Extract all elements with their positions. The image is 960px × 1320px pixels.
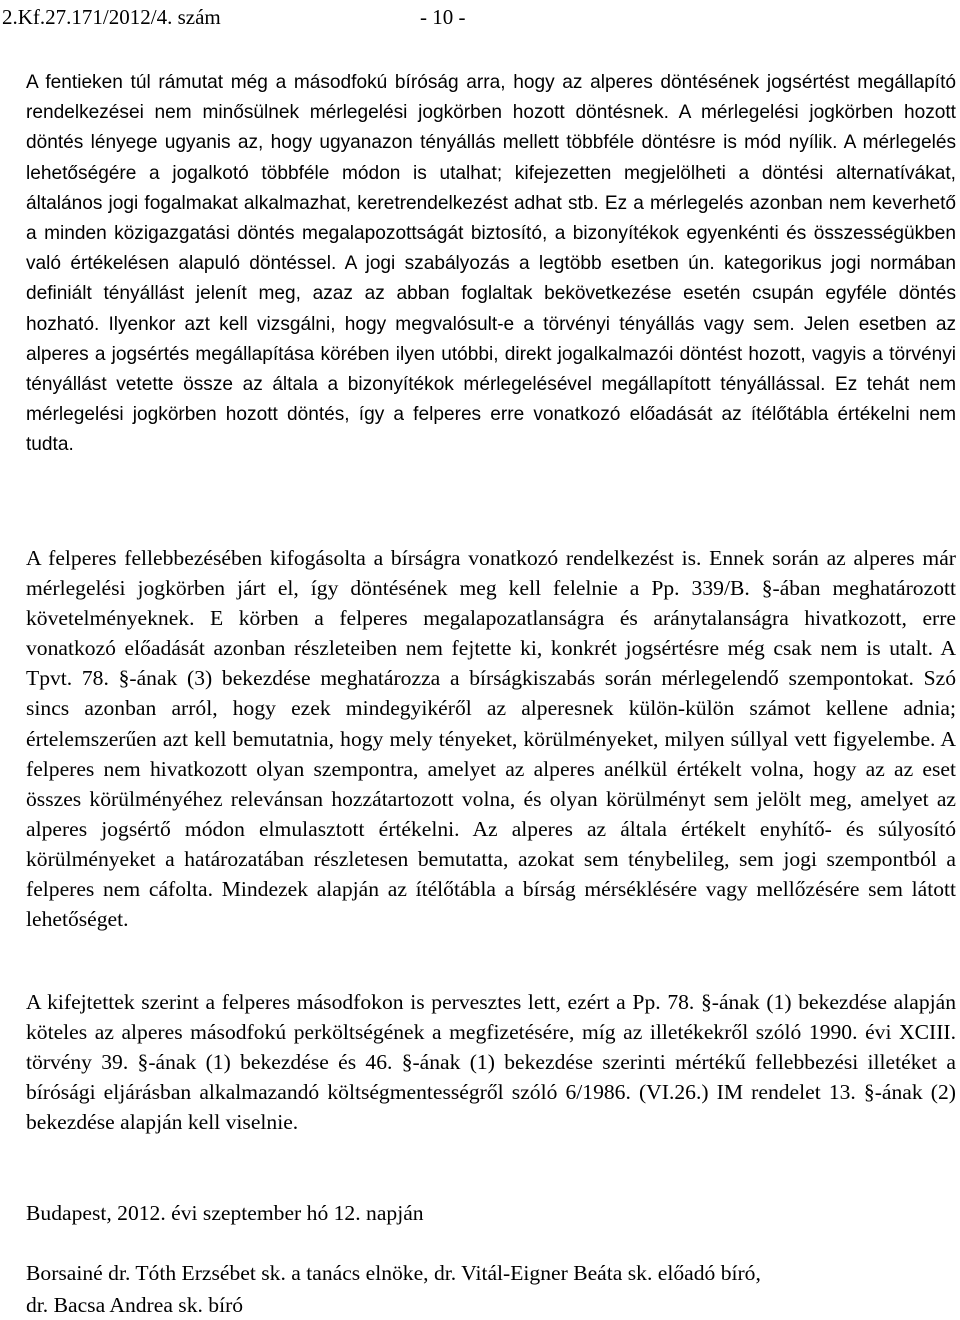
case-reference: 2.Kf.27.171/2012/4. szám xyxy=(2,5,221,29)
signature-line: Borsainé dr. Tóth Erzsébet sk. a tanács elnöke, dr. Vitál-Eigner Beáta sk. előadó bíró, xyxy=(26,1261,761,1285)
page-header xyxy=(0,2,960,32)
page-number: - 10 - xyxy=(420,5,466,29)
date-line: Budapest, 2012. évi szeptember hó 12. napján xyxy=(26,1201,424,1225)
paragraph-fine-assessment: A felperes fellebbezésében kifogásolta a bírságra vonatkozó rendelkezést is. Ennek során az alperes már mérlegelési jogkörben járt el, így döntésének meg kell felelnie a Pp. 339/B. §-ában meghatározott követelményeknek. E körben a felperes megalapozatlanságra és aránytalanságra hivatkozott, erre vonatkozó előadását azonban részleteiben nem fejtette ki, konkrét jogsértésre még csak nem is utalt. A Tpvt. 78. §-ának (3) bekezdése meghatározza a bírságkiszabás során mérlegelendő szempontokat. Szó sincs azonban arról, hogy ezek mindegyikéről az alperesnek külön-külön számot kellene adnia; értelemszerűen azt kell bemutatnia, hogy mely tényeket, körülményeket, milyen súllyal vett figyelembe. A felperes nem hivatkozott olyan szempontra, amelyet az alperes anélkül értékelt volna, hogy az az eset összes körülményéhez relevánsan hozzátartozott volna, és olyan körülményt sem jelölt meg, amelyet az alperes jogsértő módon elmulasztott értékelni. Az alperes az általa értékelt enyhítő- és súlyosító körülményeket a határozatában részletesen bemutatta, azokat sem ténybelileg, sem jogi szempontból a felperes nem cáfolta. Mindezek alapján az ítélőtábla a bírság mérséklésére vagy mellőzésére sem látott lehetőséget. xyxy=(26,546,956,932)
paragraph-costs: A kifejtettek szerint a felperes másodfokon is pervesztes lett, ezért a Pp. 78. §-ának (1) bekezdése alapján köteles az alperes másodfokú perköltségének a megfizetésére, míg az illetékekről szóló 1990. évi XCIII. törvény 39. §-ának (1) bekezdése és 46. §-ának (1) bekezdése szerinti mértékű fellebbezési illetéket a bírósági eljárásban alkalmazandó költségmentességről szóló 6/1986. (VI.26.) IM rendelet 13. §-ának (2) bekezdése alapján kell viselnie. xyxy=(26,990,956,1135)
paragraph-legal-reasoning: A fentieken túl rámutat még a másodfokú bíróság arra, hogy az alperes döntésének jogsértést megállapító rendelkezései nem minősülnek mérlegelési jogkörben hozott döntésnek. A mérlegelési jogkörben hozott döntés lényege ugyanis az, hogy ugyanazon tényállás mellett többféle döntésre is mód nyílik. A mérlegelés lehetőségére a jogalkotó többféle módon is utalhat; kifejezetten megjelölheti a döntési alternatívákat, általános jogi fogalmakat alkalmazhat, keretrendelkezést adhat stb. Ez a mérlegelés azonban nem keverhető a minden közigazgatási döntés megalapozottságát biztosító, a bizonyítékok egyenkénti és összességükben való értékelésen alapuló döntéssel. A jogi szabályozás a legtöbb esetben ún. kategorikus jogi normában definiált tényállást jelenít meg, azaz az abban foglaltak bekövetkezése esetén csupán egyféle döntés hozható. Ilyenkor azt kell vizsgálni, hogy megvalósult-e a törvényi tényállás vagy sem. Jelen esetben az alperes a jogsértés megállapítása körében ilyen utóbbi, direkt jogalkalmazói döntést hozott, vagyis a törvényi tényállást vetette össze az általa a bizonyítékok mérlegelésével megállapított tényállással. Ez tehát nem mérlegelési jogkörben hozott döntés, így a felperes erre vonatkozó előadását az ítélőtábla értékelni nem tudta. xyxy=(26,72,956,456)
signature-line: dr. Bacsa Andrea sk. bíró xyxy=(26,1293,244,1317)
